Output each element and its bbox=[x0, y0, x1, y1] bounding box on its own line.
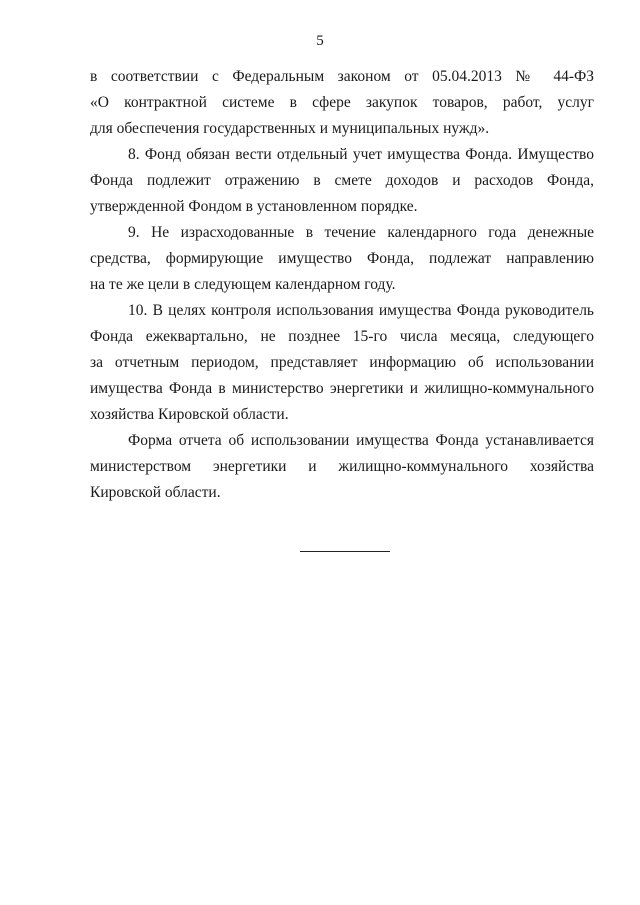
paragraph-report-form bbox=[90, 428, 594, 506]
text-line: хозяйства Кировской области. bbox=[90, 406, 289, 423]
page-number: 5 bbox=[316, 33, 324, 49]
text-line: Кировской области. bbox=[90, 484, 221, 501]
text-line: Фонда подлежит отражению в смете доходов и расходов Фонда, bbox=[90, 172, 594, 189]
paragraph-law-reference bbox=[90, 64, 594, 142]
paragraph-item-8 bbox=[90, 142, 594, 220]
text-line: средства, формирующие имущество Фонда, подлежат направлению bbox=[90, 250, 594, 267]
text-line: в соответствии с Федеральным законом от 05.04.2013 № 44-ФЗ bbox=[90, 68, 594, 85]
paragraph-item-10 bbox=[90, 298, 594, 428]
text-line: Форма отчета об использовании имущества Фонда устанавливается bbox=[128, 432, 594, 449]
text-line: 10. В целях контроля использования имущества Фонда руководитель bbox=[128, 302, 594, 319]
end-separator-line bbox=[300, 551, 390, 552]
text-line: для обеспечения государственных и муниципальных нужд». bbox=[90, 120, 490, 137]
text-line: 9. Не израсходованные в течение календарного года денежные bbox=[128, 224, 594, 241]
text-line: министерством энергетики и жилищно-коммунального хозяйства bbox=[90, 458, 594, 475]
text-line: утвержденной Фондом в установленном порядке. bbox=[90, 198, 418, 215]
text-line: Фонда ежеквартально, не позднее 15-го числа месяца, следующего bbox=[90, 328, 594, 345]
text-line: «О контрактной системе в сфере закупок товаров, работ, услуг bbox=[90, 94, 594, 111]
text-line: имущества Фонда в министерство энергетики и жилищно-коммунального bbox=[90, 380, 594, 397]
text-line: 8. Фонд обязан вести отдельный учет имущества Фонда. Имущество bbox=[128, 146, 594, 163]
text-line: за отчетным периодом, представляет информацию об использовании bbox=[90, 354, 594, 371]
paragraph-item-9 bbox=[90, 220, 594, 298]
text-line: на те же цели в следующем календарном году. bbox=[90, 276, 396, 293]
